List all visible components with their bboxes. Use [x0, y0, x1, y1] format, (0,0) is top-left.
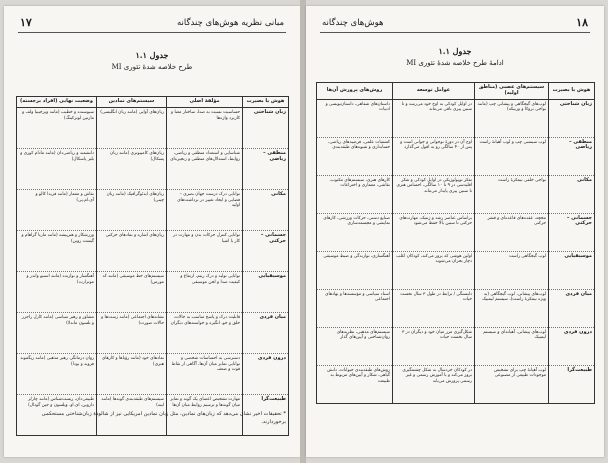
table-row [17, 312, 289, 353]
table-row [317, 251, 595, 289]
table-row [317, 213, 595, 251]
table-row [317, 137, 595, 175]
table-cell: داستان‌های شفاهی، داستان‌نویسی و ادبیات [317, 99, 393, 137]
table-row [17, 189, 289, 230]
row-header-cell: درون فردی [549, 327, 595, 365]
row-header-cell: زبان شناختی [243, 107, 289, 148]
table-row [17, 271, 289, 312]
row-header-cell: موسیقیایی [549, 251, 595, 289]
table-cell: زبان‌های کامپیوتری (مانند زبان پسکال) [97, 148, 167, 189]
row-header-cell: طبیعت‌گرا [243, 394, 289, 435]
table-cell: لوب‌های پیشانی، آهیانه‌ای و سیستم لیمبیک [475, 327, 549, 365]
table-cell: شناسایی و استعداد منطقی و ریاضی، روابط، استدلال‌های منطقی و زنجیره‌ای [167, 148, 243, 189]
table-number: جدول ۱.۱ [438, 46, 472, 56]
table-cell: لوب گیجگاهی راست [475, 251, 549, 289]
table-cell: براساس عناصر رشد و ژنتیک، مهارت‌های حرکتی تا سنین بالا حفظ می‌شود [393, 213, 475, 251]
table-cell: لوب‌های گیجگاهی و پیشانی چپ (مانند نواحی بروکا و ورنیکه) [475, 99, 549, 137]
table-cell: لوب آهیانهٔ چپ برای تشخیص موجودات طبیعی از مصنوعی [475, 365, 549, 403]
table-cell: طبیعی‌دان، زیست‌شناس (مانند چارلز داروین، ای.او. ویلسون و جین گودال) [17, 394, 97, 435]
table-row [17, 230, 289, 271]
table-cell: سیستم‌های طبقه‌بندی گونه‌ها (مانند لینه) [97, 394, 167, 435]
running-title: هوش‌های چندگانه [322, 18, 384, 28]
table-cell: کشفیات علمی، فرضیه‌های ریاضی، حسابداری و شیوه‌های طبقه‌بندی [317, 137, 393, 175]
table-cell: دسترسی به احساسات شخصی و توانایی تمایز میان آن‌ها، آگاهی از نقاط قوت و ضعف [167, 353, 243, 394]
table-row [317, 175, 595, 213]
row-header-cell: جسمانی – حرکتی [549, 213, 595, 251]
table-cell: مشاور و رهبر سیاسی (مانند کارل راجرز و نلسون ماندلا) [17, 312, 97, 353]
table-cell: اولین هوشی که بروز می‌کند، کودکان اغلب دچار بحران می‌شوند [393, 251, 475, 289]
table-cell: زبان‌های آوایی (مانند زبان انگلیسی) [97, 107, 167, 148]
table-cell: نشانه‌های اجتماعی (مانند ژست‌ها و حالات صورت) [97, 312, 167, 353]
table-row [317, 289, 595, 327]
row-header-cell: جسمانی – حرکتی [243, 230, 289, 271]
column-header: وضعیت نهایی (افراد برجسته) [17, 97, 97, 108]
page-number: ۱۷ [20, 16, 32, 29]
table-row [317, 327, 595, 365]
column-header: هوش یا بصیرت [549, 83, 595, 100]
table-row [17, 148, 289, 189]
row-header-cell: مکانی [549, 175, 595, 213]
page-number: ۱۸ [576, 16, 588, 29]
table-cell: روان درمانگر، رهبر مذهبی (مانند زیگموند فروید و بودا) [17, 353, 97, 394]
table-row [317, 99, 595, 137]
table-cell: اوج آن در دورهٔ نوجوانی و جوانی است و پس از ۴۰ سالگی رو به افول می‌گذارد [393, 137, 475, 175]
table-cell: آهنگسازی، نوازندگی و ضبط موسیقی [317, 251, 393, 289]
table-cell: لوب‌های پیشانی، لوب گیجگاهی (به ویژه نیمکرهٔ راست)، سیستم لیمبیک [475, 289, 549, 327]
table-cell: سیستم‌های مذهبی، نظریه‌های روان‌شناختی و آیین‌های گذار [317, 327, 393, 365]
table-cell: تفکر توپولوژیکی در اوایل کودکی و تفکر اقلیدسی در ۹ تا ۱۰ سالگی، احساس هنری تا سنین پیری پایدار می‌ماند [393, 175, 475, 213]
row-header-cell: موسیقیایی [243, 271, 289, 312]
running-title: مبانی نظریه هوش‌های چندگانه [176, 18, 284, 28]
table-caption [306, 46, 604, 67]
table-cell: زبان‌های اشاره و نمادهای حرکتی [97, 230, 167, 271]
column-header: عوامل توسعه [393, 83, 475, 100]
table-number: جدول ۱.۱ [135, 50, 169, 60]
row-header-cell: منطقی – ریاضی [243, 148, 289, 189]
row-header-cell: میان فردی [549, 289, 595, 327]
table-cell: توانایی تولید و درک ریتم، ارتفاع و کیفیت صدا و لحن موسیقی [167, 271, 243, 312]
row-header-cell: مکانی [243, 189, 289, 230]
column-header: سیستم‌های عصبی (مناطق اولیه) [475, 83, 549, 100]
table-title: طرح خلاصه شدهٔ تئوری MI [111, 63, 193, 71]
table-caption [4, 50, 300, 71]
table-cell: در کودکان خردسال به شکل چشمگیری بروز می‌کند و با آموزش رسمی و غیر رسمی پرورش می‌یابد [393, 365, 475, 403]
column-header: سیستم‌های نمادین [97, 97, 167, 108]
table-cell: اسناد سیاسی و مؤسسه‌ها و نهادهای اجتماعی [317, 289, 393, 327]
table-cell: ورزشکار و هنرپیشه (مانند مارتا گراهام و گیست روبن) [17, 230, 97, 271]
table-cell: مهارت تشخیص اعضای یک گونه و تمایز میان گونه‌ها و ترسیم روابط میان آن‌ها [167, 394, 243, 435]
table-cell: لوب سینسی چپ و لوب آهیانهٔ راست [475, 137, 549, 175]
table-cell: توانایی کنترل حرکات بدن و مهارت در کار با اشیا [167, 230, 243, 271]
table-title: ادامهٔ طرح خلاصه شدهٔ تئوری MI [406, 59, 504, 67]
table-cell: نقاش و معمار (مانند فریدا کالو و آی.ام.پی) [17, 189, 97, 230]
table-header-row [17, 97, 289, 108]
table-cell: در اوایل کودکی به اوج خود می‌رسد و تا سنین پیری باقی می‌ماند [393, 99, 475, 137]
table-cell: دلبستگی / ترابط در طول ۳ سال نخست حیات [393, 289, 475, 327]
column-header: مؤلفهٔ اصلی [167, 97, 243, 108]
running-head [18, 16, 286, 33]
running-head [320, 16, 590, 33]
table-cell: روش‌های طبقه‌بندی حیوانات، دانش گیاهی، شکار و آیین‌های مربوط به طبیعت [317, 365, 393, 403]
table-cell: زبان‌های ایدئوگرافیک (مانند زبان چینی) [97, 189, 167, 230]
row-header-cell: طبیعت‌گرا [549, 365, 595, 403]
mi-summary-table [16, 96, 289, 436]
table-cell: نواحی خلفی نیمکرهٔ راست [475, 175, 549, 213]
table-cell: مخچه، عقده‌های قاعده‌ای و قشر حرکتی [475, 213, 549, 251]
table-cell: توانایی درک درست جهان بصری – فضایی و ایجاد تغییر در برداشت‌های اولیه [167, 189, 243, 230]
table-cell: دانشمند و ریاضی‌دان (مانند مادام کوری و بلیز پاسکال) [17, 148, 97, 189]
table-cell: سیستم‌های خط موسیقی (مانند کد مورس) [97, 271, 167, 312]
table-cell: سیوسنده و خطیب (مانند ویرجینیا ولف و مارتین لوترکینگ) [17, 107, 97, 148]
left-page [4, 6, 300, 457]
table-cell: آهنگساز و نوازنده (مانند استیو واندر و موتزارت) [17, 271, 97, 312]
footnote: * تحقیقات اخیر نشان می‌دهد که زبان‌های نمادین، مثل زبان نمادین امریکایی نیز از شالودهٔ زبان‌شناختی مستحکمی برخوردارند. [41, 411, 286, 425]
mi-summary-continued-table [316, 82, 595, 404]
table-cell: نمادهای خود (مانند رؤیاها و کارهای هنری) [97, 353, 167, 394]
table-cell: شکل‌گیری مرز میان خود و دیگران در ۳ سال نخست حیات [393, 327, 475, 365]
table-cell: صنایع دستی، حرکات ورزشی، کارهای نمایشی و مجسمه‌سازی [317, 213, 393, 251]
table-row [17, 107, 289, 148]
table-row [317, 365, 595, 403]
table-cell: قابلیت درک و پاسخ مناسب به حالات، خلق و خو، انگیزه و خواسته‌های دیگران [167, 312, 243, 353]
table-cell: حساسیت نسبت به صدا، ساختار معنا و کاربرد واژه‌ها [167, 107, 243, 148]
row-header-cell: میان فردی [243, 312, 289, 353]
table-header-row [317, 83, 595, 100]
row-header-cell: درون فردی [243, 353, 289, 394]
column-header: روش‌های پرورش آن‌ها [317, 83, 393, 100]
right-page [306, 6, 604, 457]
table-cell: کارهای هنری، سیستم‌های مکتوب، نقاشی، معماری و اختراعات [317, 175, 393, 213]
row-header-cell: منطقی – ریاضی [549, 137, 595, 175]
column-header: هوش یا بصیرت [243, 97, 289, 108]
row-header-cell: زبان شناختی [549, 99, 595, 137]
table-row [17, 353, 289, 394]
